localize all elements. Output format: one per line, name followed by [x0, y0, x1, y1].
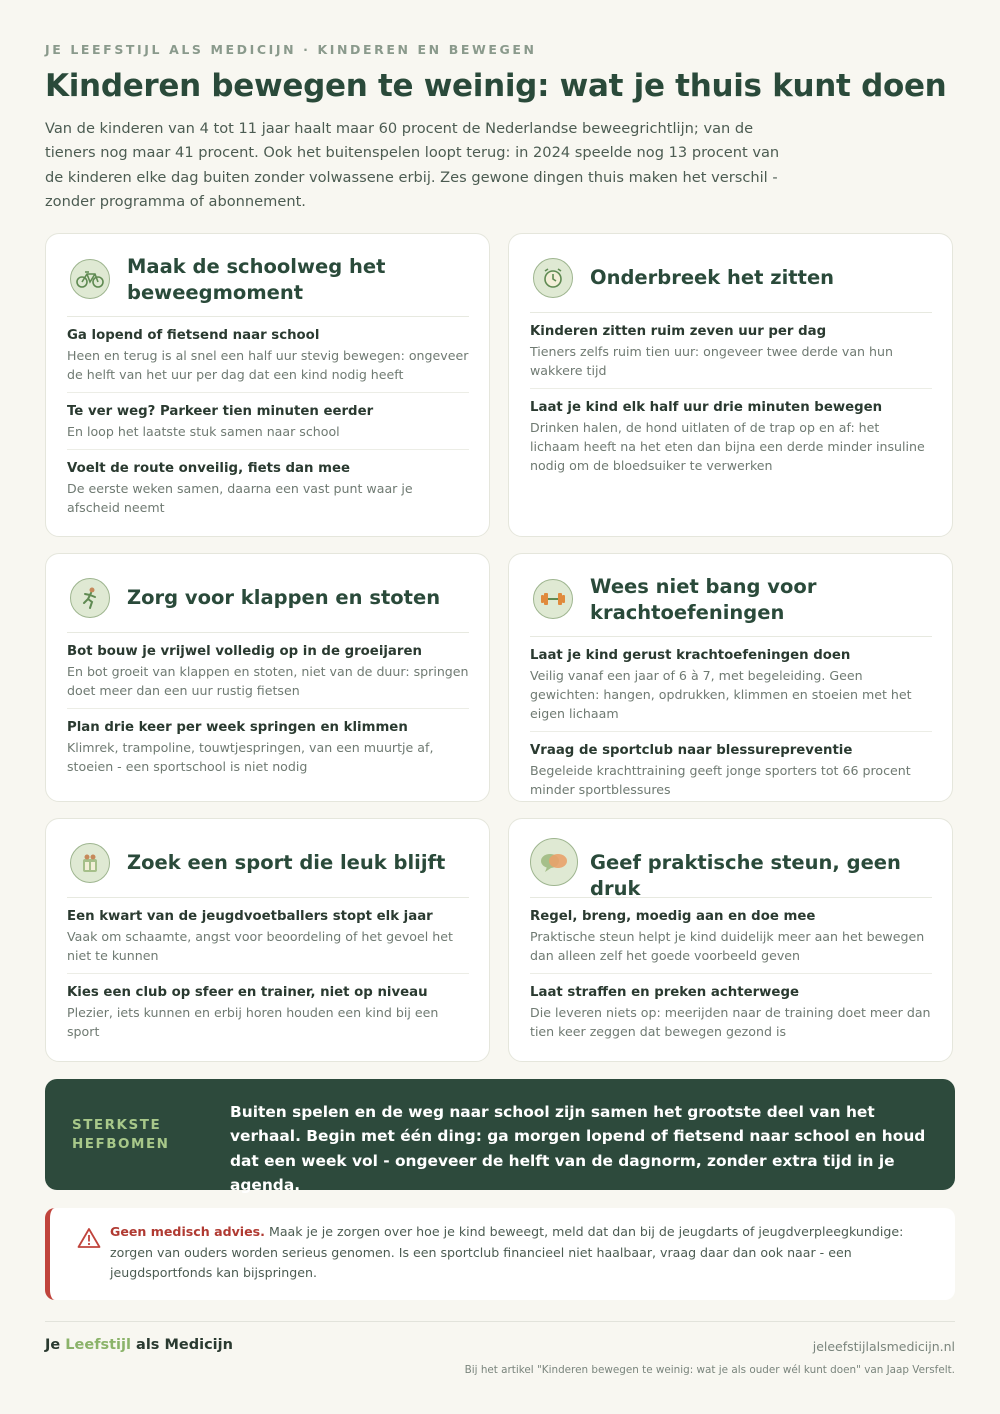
list-item [67, 450, 469, 525]
list-item [67, 633, 469, 709]
brand-logo [45, 1337, 233, 1353]
brand-part: Je [45, 1337, 66, 1353]
team-sport-icon [70, 843, 110, 883]
list-item [67, 898, 469, 974]
key-levers-banner [45, 1079, 955, 1195]
card-kracht [508, 553, 953, 802]
list-item [67, 317, 469, 393]
card-title: Zorg voor klappen en stoten [127, 586, 441, 609]
dumbbell-icon [533, 579, 573, 619]
list-item [67, 709, 469, 784]
item-title: Plan drie keer per week springen en klimmen [67, 720, 408, 735]
lever-text: Buiten spelen en de weg naar school zijn samen het grootste deel van het verhaal. Begin met één ding: ga morgen lopend of fietsend naar school en houd dat een week vol - ongeveer de helft van de dagnorm, zonder extra tijd in je agenda. [230, 1103, 926, 1195]
list-item [530, 637, 932, 732]
medical-disclaimer [45, 1208, 955, 1300]
card-title: Wees niet bang voor krachtoefeningen [590, 575, 817, 624]
item-title: Vraag de sportclub naar blessurepreventie [530, 743, 853, 758]
item-title: Te ver weg? Parkeer tien minuten eerder [67, 404, 374, 419]
item-desc: Klimrek, trampoline, touwtjespringen, van een muurtje af, stoeien - een sportschool is niet nodig [67, 740, 434, 774]
item-title: Kies een club op sfeer en trainer, niet op niveau [67, 985, 428, 1000]
item-title: Ga lopend of fietsend naar school [67, 328, 320, 343]
disclaimer-text [110, 1222, 925, 1284]
lever-label: STERKSTE HEFBOMEN [72, 1117, 170, 1152]
list-item [530, 898, 932, 974]
card-title: Zoek een sport die leuk blijft [127, 851, 446, 874]
item-desc: Die leveren niets op: meerijden naar de training doet meer dan tien keer zeggen dat bewegen gezond is [530, 1005, 931, 1039]
item-title: Kinderen zitten ruim zeven uur per dag [530, 324, 827, 339]
item-desc: En bot groeit van klappen en stoten, niet van de duur: springen doet meer dan een uur rustig fietsen [67, 664, 469, 698]
card-title: Onderbreek het zitten [590, 266, 835, 289]
item-desc: Drinken halen, de hond uitlaten of de trap op en af: het lichaam heeft na het eten dan bijna een derde minder insuline nodig om de bloedsuiker te verwerken [530, 420, 925, 473]
item-desc: De eerste weken samen, daarna een vast punt waar je afscheid neemt [67, 481, 413, 515]
item-desc: Heen en terug is al snel een half uur stevig bewegen: ongeveer de helft van het uur per dag dat een kind nodig heeft [67, 348, 469, 382]
article-credit: Bij het artikel "Kinderen bewegen te weinig: wat je als ouder wél kunt doen" van Jaap Versfelt. [464, 1364, 955, 1376]
list-item [530, 313, 932, 389]
card-sport [45, 818, 490, 1062]
item-desc: Praktische steun helpt je kind duidelijk meer aan het bewegen dan alleen zelf het goede voorbeeld geven [530, 929, 925, 963]
item-desc: Tieners zelfs ruim tien uur: ongeveer twee derde van hun wakkere tijd [530, 344, 893, 378]
item-title: Voelt de route onveilig, fiets dan mee [67, 461, 351, 476]
bicycle-icon [70, 259, 110, 299]
item-desc: Vaak om schaamte, angst voor beoordeling of het gevoel het niet te kunnen [67, 929, 453, 963]
item-desc: En loop het laatste stuk samen naar school [67, 424, 340, 439]
card-schoolweg [45, 233, 490, 537]
card-zitten [508, 233, 953, 537]
brand-part: als Medicijn [130, 1337, 233, 1353]
disclaimer-heading: Geen medisch advies. [110, 1224, 265, 1239]
list-item [67, 974, 469, 1049]
item-title: Laat je kind gerust krachtoefeningen doen [530, 648, 851, 663]
item-title: Laat straffen en preken achterwege [530, 985, 799, 1000]
item-title: Laat je kind elk half uur drie minuten bewegen [530, 400, 883, 415]
speech-bubbles-icon [530, 838, 578, 886]
alarm-clock-icon [533, 258, 573, 298]
card-klappen [45, 553, 490, 802]
item-title: Een kwart van de jeugdvoetballers stopt elk jaar [67, 909, 433, 924]
page-title: Kinderen bewegen te weinig: wat je thuis kunt doen [45, 68, 947, 104]
intro-paragraph: Van de kinderen van 4 tot 11 jaar haalt maar 60 procent de Nederlandse beweegrichtlijn; van de tieners nog maar 41 procent. Ook het buitenspelen loopt terug: in 2024 speelde nog 13 procent van de kinderen elke dag buiten zonder volwassene erbij. Zes gewone dingen thuis maken het verschil - zonder programma of abonnement. [45, 120, 780, 210]
card-title: Maak de schoolweg het beweegmoment [127, 255, 386, 304]
item-title: Regel, breng, moedig aan en doe mee [530, 909, 816, 924]
warning-triangle-icon [77, 1227, 101, 1253]
item-desc: Plezier, iets kunnen en erbij horen houden een kind bij een sport [67, 1005, 439, 1039]
disclaimer-body: Maak je je zorgen over hoe je kind beweegt, meld dat dan bij de jeugdarts of jeugdverpleegkundige: zorgen van ouders worden serieus genomen. Is een sportclub financieel niet haalbaar, vraag daar dan ook naar - een jeugdsportfonds kan bijspringen. [110, 1224, 904, 1281]
running-child-icon [70, 578, 110, 618]
website-link[interactable]: jeleefstijlalsmedicijn.nl [812, 1339, 955, 1354]
kicker: JE LEEFSTIJL ALS MEDICIJN · KINDEREN EN BEWEGEN [45, 42, 537, 57]
card-title: Geef praktische steun, geen druk [590, 851, 901, 900]
item-desc: Veilig vanaf een jaar of 6 à 7, met begeleiding. Geen gewichten: hangen, opdrukken, klimmen en stoeien met het eigen lichaam [530, 668, 912, 721]
footer-divider [45, 1321, 955, 1322]
item-desc: Begeleide krachttraining geeft jonge sporters tot 66 procent minder sportblessures [530, 763, 911, 797]
list-item [530, 974, 932, 1049]
brand-accent: Leefstijl [65, 1337, 131, 1353]
card-steun [508, 818, 953, 1062]
list-item [67, 393, 469, 450]
list-item [530, 732, 932, 807]
item-title: Bot bouw je vrijwel volledig op in de groeijaren [67, 644, 422, 659]
list-item [530, 389, 932, 483]
